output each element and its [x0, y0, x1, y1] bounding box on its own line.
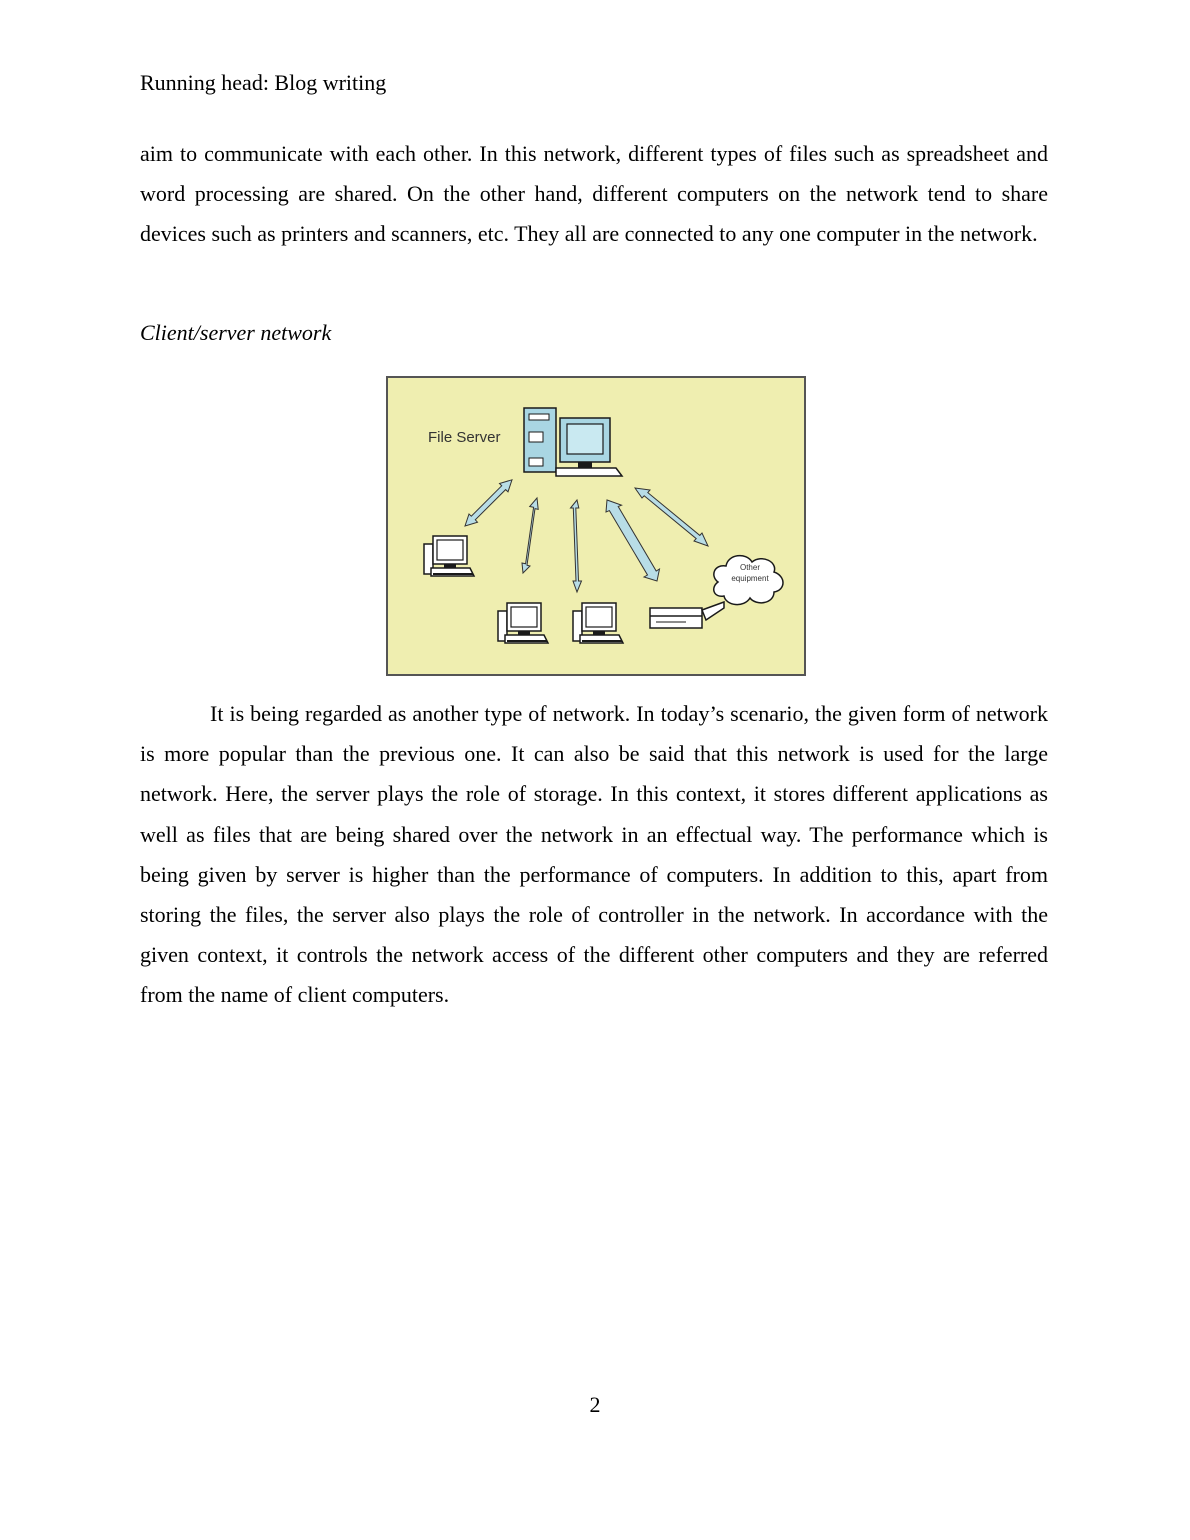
- body-paragraph-1: aim to communicate with each other. In this network, different types of files such as spreadsheet and word processing are shared. On the other hand, different computers on the network tend to share devices such as printers and scanners, etc. They all are connected to any one computer in the network.: [140, 141, 1048, 247]
- section-heading: Client/server network: [140, 320, 332, 345]
- cloud-label-line-1: Other: [739, 563, 761, 572]
- page-number: 2: [589, 1392, 601, 1417]
- body-paragraph-2: It is being regarded as another type of network. In today’s scenario, the given form of network is more popular than the previous one. It can also be said that this network is used for the large network. Here, the server plays the role of storage. In this context, it stores different applications as well as files that are being shared over the network in an effectual way. The performance which is being given by server is higher than the performance of computers. In addition to this, apart from storing the files, the server also plays the role of controller in the network. In accordance with the given context, it controls the network access of the different other computers and they are referred from the name of client computers.: [140, 701, 1048, 1008]
- client-server-diagram: [386, 376, 806, 676]
- file-server-label: File Server: [428, 429, 501, 446]
- running-head: Running head: Blog writing: [140, 70, 387, 95]
- cloud-label-line-2: equipment: [731, 574, 769, 583]
